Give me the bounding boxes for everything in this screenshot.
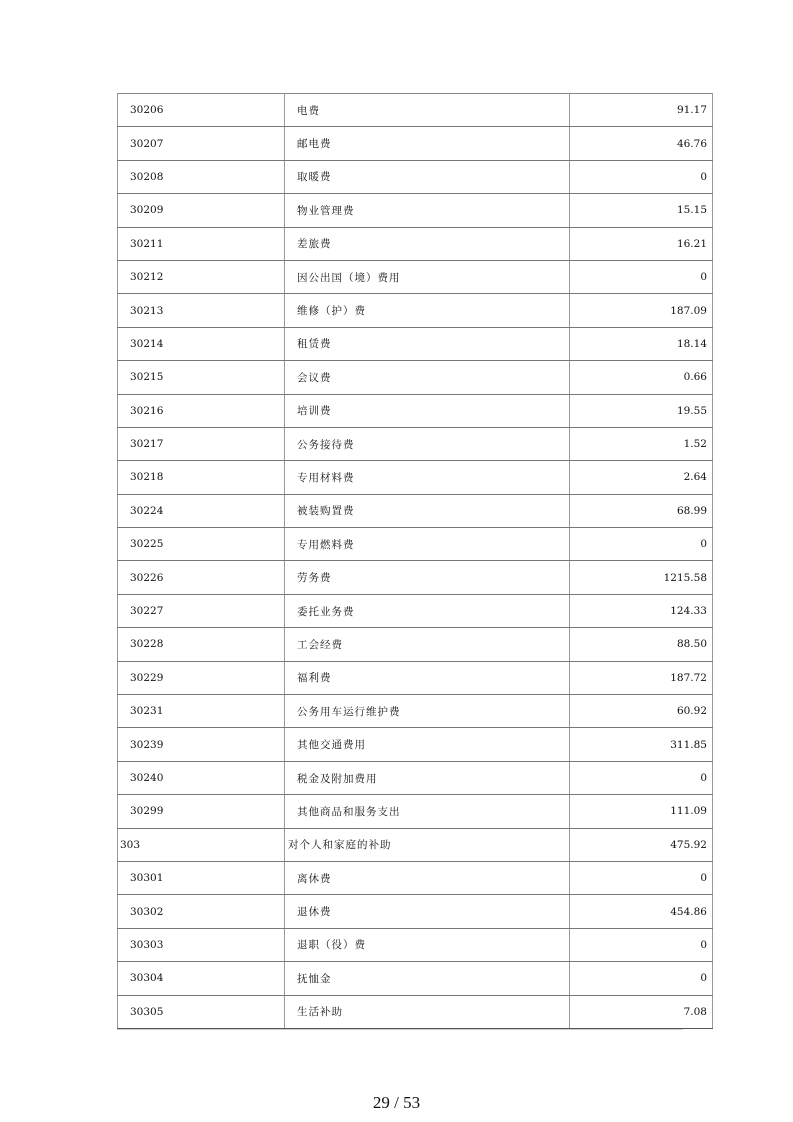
row-name-cell: 工会经费 [285,628,570,661]
row-code-cell: 30209 [118,194,285,227]
table-row [118,194,713,227]
row-name-cell: 专用材料费 [285,461,570,494]
row-name-cell: 税金及附加费用 [285,761,570,794]
table-row [118,294,713,327]
row-code-cell: 30299 [118,795,285,828]
row-code-cell: 30303 [118,928,285,961]
row-code-cell: 30224 [118,494,285,527]
row-code-cell: 30229 [118,661,285,694]
row-name-cell: 离休费 [285,861,570,894]
row-value-cell: 88.50 [570,628,713,661]
row-value-cell: 0 [570,928,713,961]
row-name-cell: 劳务费 [285,561,570,594]
row-code-cell: 30228 [118,628,285,661]
row-value-cell: 46.76 [570,127,713,160]
row-name-cell: 会议费 [285,361,570,394]
table-row [118,127,713,160]
row-value-cell: 475.92 [570,828,713,861]
table-row [118,628,713,661]
table-row [118,795,713,828]
row-name-cell: 其他商品和服务支出 [285,795,570,828]
row-value-cell: 2.64 [570,461,713,494]
row-name-cell: 被装购置费 [285,494,570,527]
table-row [118,160,713,193]
table-row [118,394,713,427]
row-name-cell: 福利费 [285,661,570,694]
row-value-cell: 7.08 [570,995,713,1028]
row-value-cell: 187.72 [570,661,713,694]
row-value-cell: 0 [570,861,713,894]
row-value-cell: 1.52 [570,427,713,460]
table-row [118,94,713,127]
row-name-cell: 专用燃料费 [285,528,570,561]
table-row [118,594,713,627]
row-name-cell: 其他交通费用 [285,728,570,761]
table-row [118,461,713,494]
row-code-cell: 30212 [118,260,285,293]
table-bottom-rule [117,1029,683,1030]
table-row [118,494,713,527]
row-code-cell: 303 [118,828,285,861]
row-code-cell: 30213 [118,294,285,327]
row-value-cell: 454.86 [570,895,713,928]
row-code-cell: 30217 [118,427,285,460]
table-row [118,361,713,394]
row-code-cell: 30226 [118,561,285,594]
table-row [118,828,713,861]
row-code-cell: 30216 [118,394,285,427]
row-name-cell: 对个人和家庭的补助 [285,828,570,861]
row-name-cell: 公务接待费 [285,427,570,460]
row-value-cell: 187.09 [570,294,713,327]
row-value-cell: 60.92 [570,695,713,728]
row-code-cell: 30231 [118,695,285,728]
page-number: 29 / 53 [372,1093,421,1112]
table-row [118,728,713,761]
row-code-cell: 30206 [118,94,285,127]
row-code-cell: 30304 [118,962,285,995]
row-name-cell: 培训费 [285,394,570,427]
table-row [118,528,713,561]
row-code-cell: 30305 [118,995,285,1028]
table-row [118,761,713,794]
row-value-cell: 311.85 [570,728,713,761]
row-code-cell: 30239 [118,728,285,761]
row-value-cell: 0 [570,160,713,193]
row-name-cell: 取暖费 [285,160,570,193]
row-name-cell: 抚恤金 [285,962,570,995]
row-value-cell: 111.09 [570,795,713,828]
row-value-cell: 19.55 [570,394,713,427]
table-row [118,561,713,594]
row-value-cell: 0.66 [570,361,713,394]
expenditure-table [117,93,713,1029]
row-code-cell: 30302 [118,895,285,928]
table-row [118,661,713,694]
row-value-cell: 1215.58 [570,561,713,594]
table-row [118,995,713,1028]
table-row [118,227,713,260]
row-value-cell: 18.14 [570,327,713,360]
row-name-cell: 公务用车运行维护费 [285,695,570,728]
row-code-cell: 30225 [118,528,285,561]
row-value-cell: 0 [570,260,713,293]
row-name-cell: 维修（护）费 [285,294,570,327]
row-code-cell: 30215 [118,361,285,394]
table-row [118,327,713,360]
row-value-cell: 0 [570,761,713,794]
table-row [118,695,713,728]
row-value-cell: 15.15 [570,194,713,227]
row-value-cell: 0 [570,528,713,561]
row-name-cell: 租赁费 [285,327,570,360]
row-value-cell: 0 [570,962,713,995]
row-code-cell: 30214 [118,327,285,360]
expenditure-table-body [118,94,713,1029]
row-code-cell: 30301 [118,861,285,894]
row-name-cell: 电费 [285,94,570,127]
row-code-cell: 30240 [118,761,285,794]
table-row [118,928,713,961]
row-code-cell: 30227 [118,594,285,627]
row-name-cell: 委托业务费 [285,594,570,627]
row-value-cell: 16.21 [570,227,713,260]
row-name-cell: 物业管理费 [285,194,570,227]
row-name-cell: 差旅费 [285,227,570,260]
table-row [118,962,713,995]
row-name-cell: 退休费 [285,895,570,928]
row-name-cell: 因公出国（境）费用 [285,260,570,293]
row-value-cell: 124.33 [570,594,713,627]
row-code-cell: 30207 [118,127,285,160]
row-code-cell: 30218 [118,461,285,494]
row-value-cell: 91.17 [570,94,713,127]
row-name-cell: 生活补助 [285,995,570,1028]
row-code-cell: 30211 [118,227,285,260]
table-row [118,861,713,894]
row-name-cell: 邮电费 [285,127,570,160]
table-row [118,895,713,928]
row-code-cell: 30208 [118,160,285,193]
table-row [118,260,713,293]
row-name-cell: 退职（役）费 [285,928,570,961]
row-value-cell: 68.99 [570,494,713,527]
table-row [118,427,713,460]
